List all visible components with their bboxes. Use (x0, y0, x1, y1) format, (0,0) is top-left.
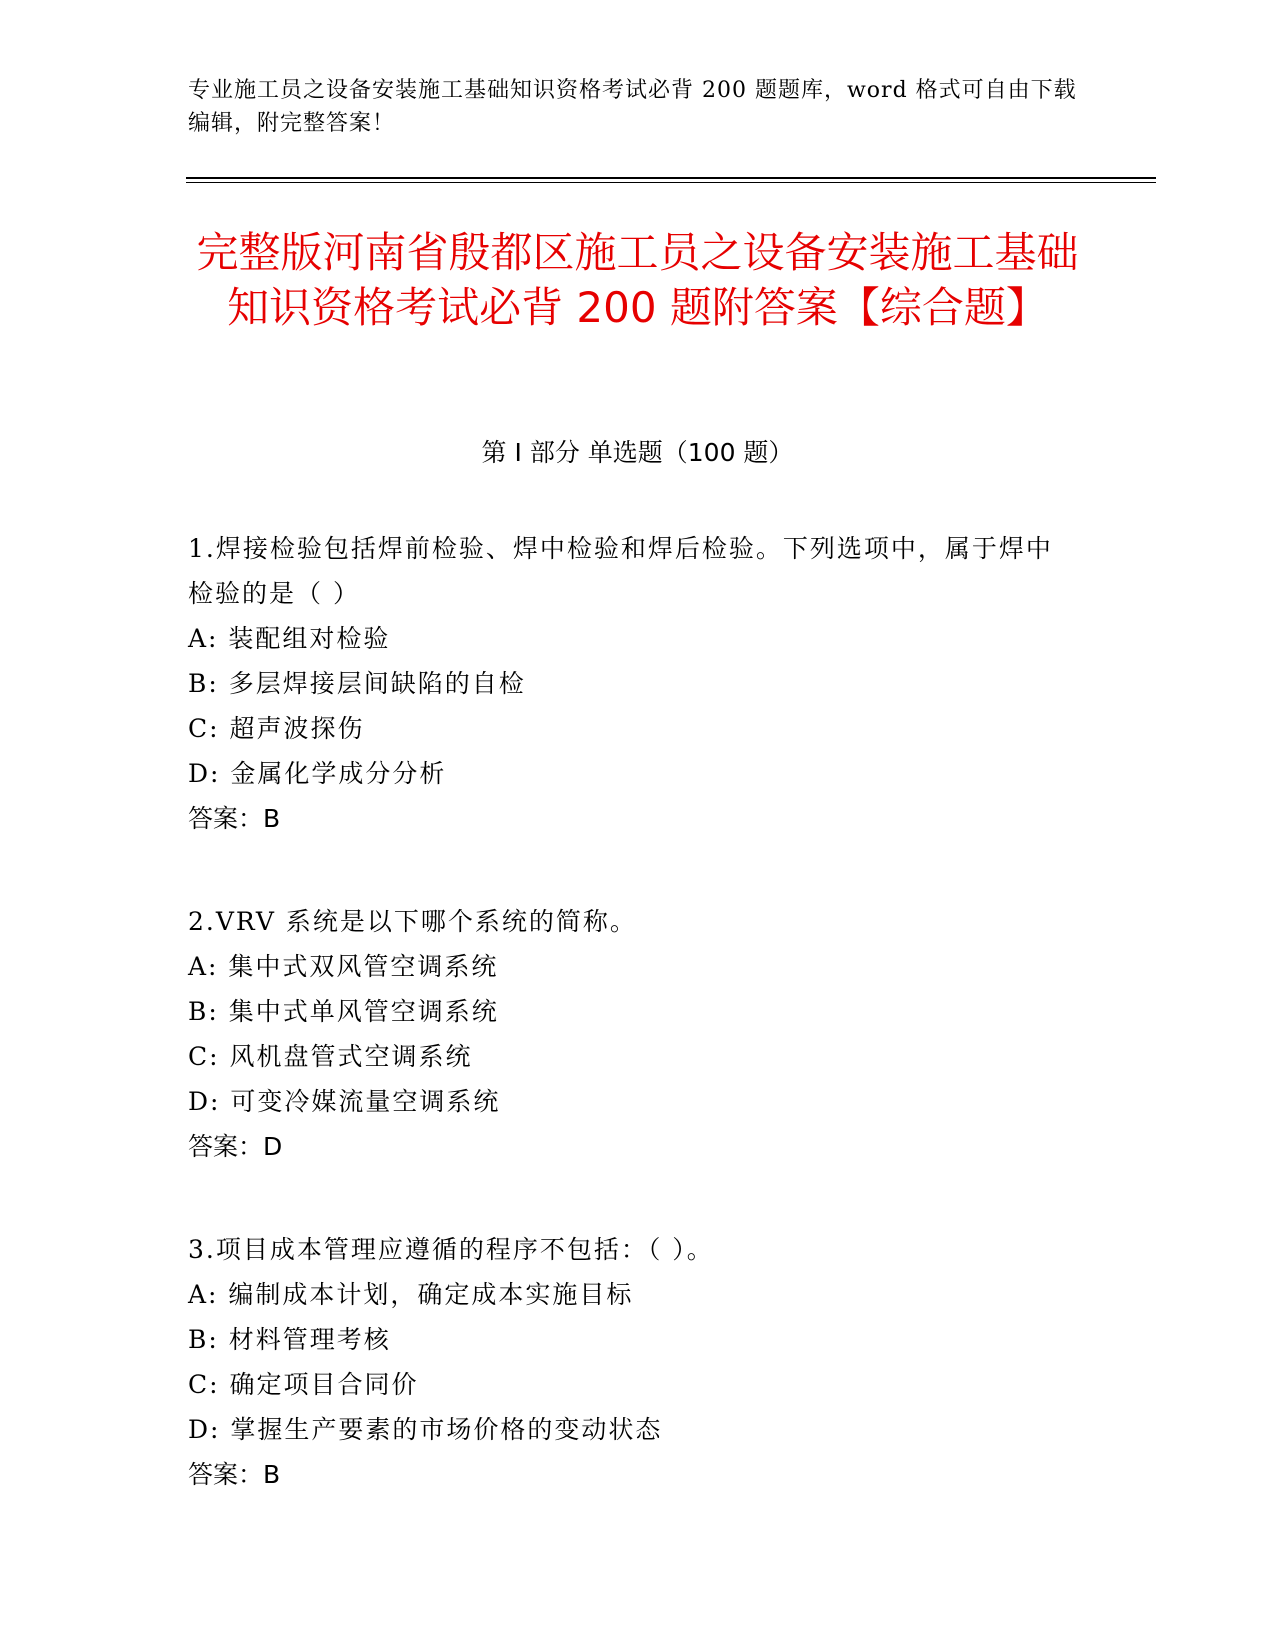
question-stem: 1.焊接检验包括焊前检验、焊中检验和焊后检验。下列选项中，属于焊中检验的是（ ） (188, 534, 1053, 608)
question-stem: 2.VRV 系统是以下哪个系统的简称。 (188, 907, 637, 936)
option-a: A: 集中式双风管空调系统 (188, 952, 499, 981)
option-b: B: 材料管理考核 (188, 1325, 391, 1354)
option-b: B: 多层焊接层间缺陷的自检 (188, 669, 526, 698)
option-c: C: 确定项目合同价 (188, 1370, 419, 1399)
option-d: D: 掌握生产要素的市场价格的变动状态 (188, 1415, 663, 1444)
option-c: C: 超声波探伤 (188, 714, 365, 743)
option-c: C: 风机盘管式空调系统 (188, 1042, 473, 1071)
section-heading: 第 I 部分 单选题（100 题） (481, 438, 794, 467)
question-list (188, 526, 1078, 1555)
option-b: B: 集中式单风管空调系统 (188, 997, 499, 1026)
question-stem: 3.项目成本管理应遵循的程序不包括：（ ）。 (188, 1235, 714, 1264)
answer: 答案：D (188, 1132, 283, 1161)
option-a: A: 装配组对检验 (188, 624, 391, 653)
question-1 (188, 526, 1078, 841)
answer: 答案：B (188, 1460, 281, 1489)
option-a: A: 编制成本计划，确定成本实施目标 (188, 1280, 634, 1309)
header-rule-thick (186, 177, 1156, 179)
question-2 (188, 899, 1078, 1169)
question-3 (188, 1227, 1078, 1497)
header-rule-thin (186, 182, 1156, 183)
option-d: D: 金属化学成分分析 (188, 759, 447, 788)
answer: 答案：B (188, 804, 281, 833)
option-d: D: 可变冷媒流量空调系统 (188, 1087, 501, 1116)
document-title: 完整版河南省殷都区施工员之设备安装施工基础知识资格考试必背 200 题附答案【综合题】 (196, 228, 1079, 332)
header-note: 专业施工员之设备安装施工基础知识资格考试必背 200 题题库，word 格式可自由下载编辑，附完整答案！ (188, 78, 1077, 136)
